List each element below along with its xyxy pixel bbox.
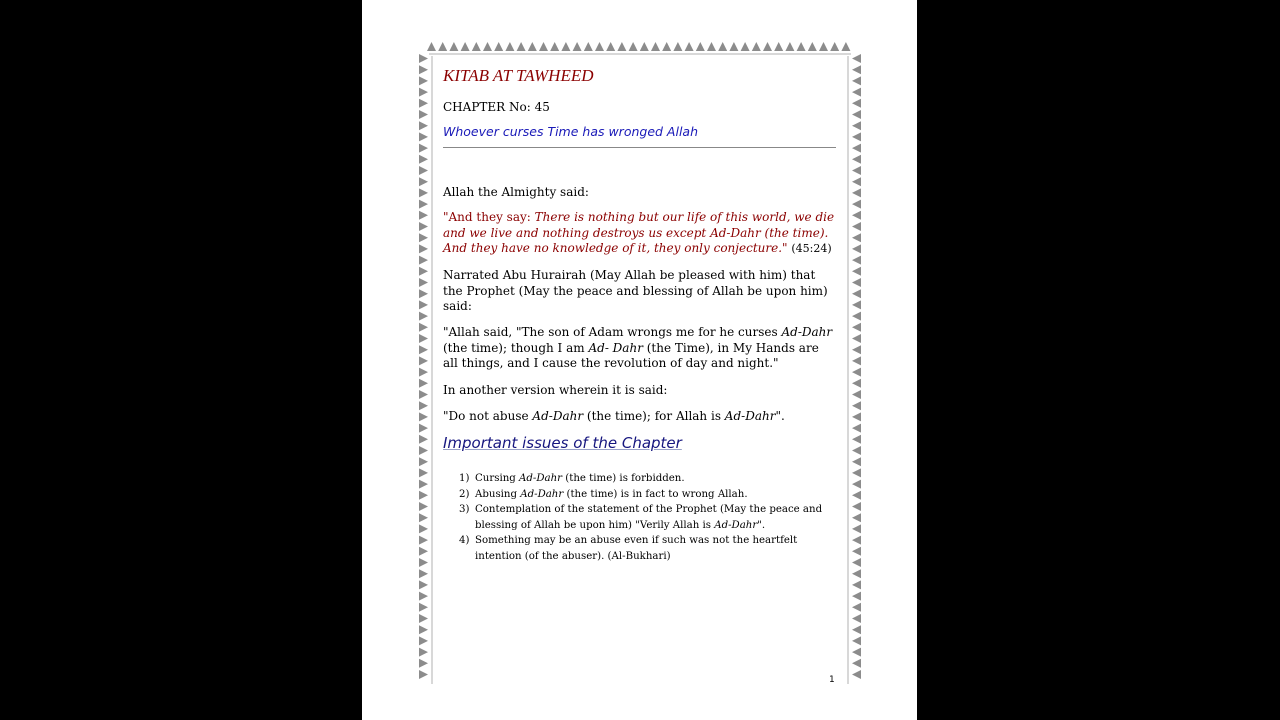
issues-list xyxy=(459,471,831,564)
quran-verse xyxy=(443,210,836,257)
border-triangle xyxy=(841,42,850,51)
verse-reference: (45:24) xyxy=(791,242,832,255)
border-triangle xyxy=(606,42,615,51)
border-triangle xyxy=(852,166,861,175)
border-triangle xyxy=(573,42,582,51)
border-triangle xyxy=(830,42,839,51)
border-triangle xyxy=(419,211,428,220)
border-triangle xyxy=(763,42,772,51)
border-triangle xyxy=(852,648,861,657)
border-triangle xyxy=(852,558,861,567)
border-triangle xyxy=(852,110,861,119)
border-triangle xyxy=(419,390,428,399)
border-triangle xyxy=(419,65,428,74)
border-triangle xyxy=(651,42,660,51)
border-triangle xyxy=(419,54,428,63)
border-triangle xyxy=(852,368,861,377)
border-triangle xyxy=(419,491,428,500)
border-triangle xyxy=(852,524,861,533)
border-triangle xyxy=(852,356,861,365)
border-triangle xyxy=(419,625,428,634)
border-triangle xyxy=(419,536,428,545)
border-triangle xyxy=(419,177,428,186)
border-triangle xyxy=(419,368,428,377)
border-triangle xyxy=(718,42,727,51)
border-triangle xyxy=(852,547,861,556)
item-number: 2) xyxy=(459,488,470,500)
border-triangle xyxy=(419,121,428,130)
border-triangle xyxy=(852,580,861,589)
item-term: Ad-Dahr xyxy=(520,488,564,500)
border-triangle xyxy=(438,42,447,51)
border-triangle xyxy=(852,424,861,433)
border-triangle xyxy=(419,670,428,679)
border-triangle xyxy=(729,42,738,51)
border-triangle xyxy=(419,132,428,141)
border-triangle xyxy=(852,401,861,410)
border-triangle xyxy=(419,502,428,511)
border-triangle xyxy=(852,323,861,332)
border-triangle xyxy=(419,659,428,668)
border-triangle xyxy=(640,42,649,51)
border-triangle xyxy=(852,278,861,287)
border-triangle xyxy=(419,636,428,645)
border-triangle xyxy=(852,65,861,74)
item-text: Cursing xyxy=(475,473,520,484)
border-triangle xyxy=(852,345,861,354)
item-text: Something may be an abuse even if such was not the heartfelt intention (of the abuser). (Al-Bukhari) xyxy=(475,535,798,562)
hadith-text xyxy=(443,325,836,372)
border-triangle xyxy=(419,513,428,522)
border-triangle xyxy=(852,334,861,343)
border-triangle xyxy=(696,42,705,51)
border-triangle xyxy=(852,222,861,231)
border-triangle xyxy=(419,614,428,623)
border-triangle xyxy=(852,614,861,623)
border-triangle xyxy=(852,54,861,63)
border-triangle xyxy=(852,603,861,612)
hadith-part: (the Time), in My Hands are all things, and I cause the revolution of day and night." xyxy=(443,340,819,370)
border-triangle xyxy=(419,580,428,589)
hadith-part: (the time); though I am xyxy=(443,340,589,355)
border-triangle xyxy=(852,144,861,153)
border-triangle xyxy=(419,446,428,455)
border-triangle xyxy=(461,42,470,51)
border-triangle xyxy=(852,502,861,511)
border-triangle xyxy=(785,42,794,51)
border-triangle xyxy=(419,99,428,108)
border-triangle xyxy=(852,256,861,265)
title-divider xyxy=(443,147,836,148)
border-triangle xyxy=(852,491,861,500)
border-triangle xyxy=(852,513,861,522)
border-triangle xyxy=(517,42,526,51)
border-triangle xyxy=(852,244,861,253)
border-triangle xyxy=(419,267,428,276)
hadith-part: "Do not abuse xyxy=(443,409,533,423)
border-triangle xyxy=(852,211,861,220)
border-triangle xyxy=(617,42,626,51)
book-title: KITAB AT TAWHEED xyxy=(443,66,594,85)
border-triangle xyxy=(852,155,861,164)
hadith-part: ". xyxy=(775,409,785,423)
border-triangle xyxy=(419,244,428,253)
border-triangle xyxy=(419,592,428,601)
border-triangle xyxy=(852,536,861,545)
item-text: (the time) is in fact to wrong Allah. xyxy=(563,488,748,500)
border-triangle xyxy=(852,625,861,634)
hadith-part: (the time); for Allah is xyxy=(583,409,725,423)
border-triangle xyxy=(852,569,861,578)
list-item xyxy=(459,487,831,503)
border-triangle xyxy=(419,648,428,657)
border-triangle xyxy=(419,144,428,153)
border-triangle xyxy=(419,278,428,287)
border-triangle xyxy=(539,42,548,51)
border-triangle xyxy=(707,42,716,51)
item-text: ". xyxy=(757,519,766,531)
border-triangle xyxy=(419,424,428,433)
border-triangle xyxy=(419,233,428,242)
border-triangle xyxy=(419,379,428,388)
border-triangle xyxy=(673,42,682,51)
border-triangle xyxy=(419,200,428,209)
border-triangle xyxy=(852,412,861,421)
hadith-term: Ad-Dahr xyxy=(724,409,776,423)
border-triangle xyxy=(852,76,861,85)
border-triangle xyxy=(419,401,428,410)
border-triangle xyxy=(528,42,537,51)
border-triangle xyxy=(419,256,428,265)
chapter-title: Whoever curses Time has wronged Allah xyxy=(443,124,699,139)
border-triangle xyxy=(852,592,861,601)
border-triangle xyxy=(852,446,861,455)
border-triangle xyxy=(419,603,428,612)
border-triangle xyxy=(852,670,861,679)
border-triangle xyxy=(419,524,428,533)
border-triangle xyxy=(852,188,861,197)
hadith-term: Ad-Dahr xyxy=(781,325,833,339)
border-triangle xyxy=(852,88,861,97)
list-item xyxy=(459,533,831,564)
border-triangle xyxy=(419,76,428,85)
border-triangle xyxy=(419,356,428,365)
border-triangle xyxy=(662,42,671,51)
narration-text: Narrated Abu Hurairah (May Allah be pleased with him) that the Prophet (May the peace and blessing of Allah be upon him) said: xyxy=(443,268,828,313)
border-triangle xyxy=(852,312,861,321)
border-triangle xyxy=(852,200,861,209)
border-triangle xyxy=(419,558,428,567)
border-triangle xyxy=(629,42,638,51)
border-triangle xyxy=(494,42,503,51)
border-triangle xyxy=(852,132,861,141)
border-triangle xyxy=(584,42,593,51)
second-hadith-text xyxy=(443,409,836,425)
item-term: Ad-Dahr xyxy=(714,519,758,531)
border-triangle xyxy=(808,42,817,51)
hadith-part: "Allah said, "The son of Adam wrongs me for he curses xyxy=(443,325,782,339)
border-triangle xyxy=(852,99,861,108)
border-triangle xyxy=(419,569,428,578)
border-triangle xyxy=(852,480,861,489)
item-text: (the time) is forbidden. xyxy=(562,473,685,484)
item-number: 4) xyxy=(459,535,470,546)
hadith-term: Ad-Dahr xyxy=(532,409,584,423)
border-triangle xyxy=(505,42,514,51)
border-triangle xyxy=(419,155,428,164)
border-triangle xyxy=(419,88,428,97)
border-triangle xyxy=(419,412,428,421)
border-triangle xyxy=(852,636,861,645)
border-triangle xyxy=(419,289,428,298)
border-triangle xyxy=(419,480,428,489)
border-triangle xyxy=(852,233,861,242)
border-triangle xyxy=(685,42,694,51)
border-triangle xyxy=(797,42,806,51)
border-triangle xyxy=(449,42,458,51)
page-number: 1 xyxy=(829,675,835,685)
chapter-number: CHAPTER No: 45 xyxy=(443,100,550,114)
border-triangle xyxy=(419,457,428,466)
verse-text: There is nothing but our life of this world, we die and we live and nothing destroys us except Ad-Dahr (the time). And they have no knowledge of it, they only conjecture." xyxy=(443,210,835,255)
intro-text: Allah the Almighty said: xyxy=(443,185,589,199)
item-text: Abusing xyxy=(475,488,521,500)
border-triangle xyxy=(774,42,783,51)
border-triangle xyxy=(852,468,861,477)
border-triangle xyxy=(561,42,570,51)
border-triangle xyxy=(852,435,861,444)
border-triangle xyxy=(419,435,428,444)
border-triangle xyxy=(852,379,861,388)
border-triangle xyxy=(852,121,861,130)
border-triangle xyxy=(819,42,828,51)
verse-open: "And they say: xyxy=(443,210,535,224)
border-triangle xyxy=(427,42,436,51)
item-text: Contemplation of the statement of the Prophet (May the peace and blessing of Allah be upon him) "Verily Allah is xyxy=(475,504,823,531)
border-triangle xyxy=(852,300,861,309)
border-triangle xyxy=(419,110,428,119)
border-triangle xyxy=(852,267,861,276)
border-triangle xyxy=(852,659,861,668)
border-triangle xyxy=(852,289,861,298)
list-item xyxy=(459,502,831,533)
item-number: 3) xyxy=(459,504,470,515)
border-triangle xyxy=(595,42,604,51)
border-triangle xyxy=(419,345,428,354)
border-triangle xyxy=(419,188,428,197)
border-triangle xyxy=(852,457,861,466)
border-triangle xyxy=(419,468,428,477)
list-item xyxy=(459,471,831,487)
border-triangle xyxy=(419,300,428,309)
border-triangle xyxy=(419,222,428,231)
issues-heading: Important issues of the Chapter xyxy=(443,434,682,452)
border-triangle xyxy=(483,42,492,51)
border-triangle xyxy=(419,166,428,175)
item-term: Ad-Dahr xyxy=(519,473,563,484)
border-triangle xyxy=(419,547,428,556)
border-triangle xyxy=(419,312,428,321)
border-triangle xyxy=(472,42,481,51)
border-triangle xyxy=(852,390,861,399)
border-triangle xyxy=(852,177,861,186)
border-triangle xyxy=(419,323,428,332)
another-version-text: In another version wherein it is said: xyxy=(443,383,668,397)
border-triangle xyxy=(741,42,750,51)
border-triangle xyxy=(419,334,428,343)
border-triangle xyxy=(752,42,761,51)
hadith-term: Ad- Dahr xyxy=(588,340,643,355)
border-triangle xyxy=(550,42,559,51)
item-number: 1) xyxy=(459,473,470,484)
